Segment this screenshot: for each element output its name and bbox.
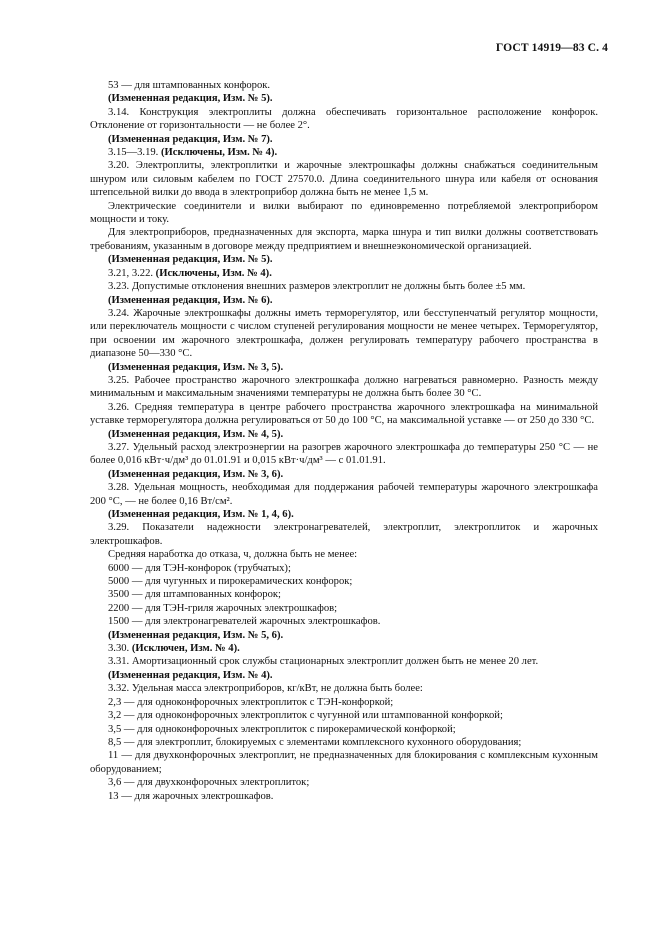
paragraph-text: 3.27. Удельный расход электроэнергии на разогрев жарочного электрошкафа до температуры 250 °С — не более 0,016 кВт·ч/дм³ до 01.01.91 и 0,015 кВт·ч/дм³ — с 01.01.91. (90, 441, 598, 467)
paragraph-text: 3.28. Удельная мощность, необходимая для поддержания рабочей температуры жарочного электрошкафа 200 °С, — не более 0,16 Вт/см². (90, 482, 598, 507)
paragraph-text: 2200 — для ТЭН-гриля жарочных электрошкафов; (108, 602, 338, 614)
revision-note: (Измененная редакция, Изм. № 5, 6). (108, 629, 284, 641)
paragraph-text: 53 — для штампованных конфорок. (108, 80, 271, 91)
paragraph (90, 294, 598, 307)
paragraph (90, 562, 598, 575)
revision-note: (Исключены, Изм. № 4). (160, 147, 278, 159)
paragraph (90, 253, 598, 266)
revision-note: (Исключены, Изм. № 4). (155, 267, 272, 279)
paragraph-text: 3.25. Рабочее пространство жарочного электрошкафа должно нагреваться равномерно. Разность между минимальным и максимальным значениями температуры не должна быть более 30 °С. (90, 374, 598, 400)
revision-note: (Исключен, Изм. № 4). (131, 643, 240, 655)
paragraph (90, 428, 598, 441)
revision-note: (Измененная редакция, Изм. № 4). (108, 669, 273, 681)
paragraph (90, 655, 598, 668)
paragraph-text: 3.20. Электроплиты, электроплитки и жарочные электрошкафы должны снабжаться соединительным шнуром или силовым кабелем по ГОСТ 27570.0. Длина соединительного шнура или кабеля от основания штепсельной вилки до ввода в электроприбор должна быть не менее 1,5 м. (90, 160, 598, 199)
paragraph-text: 3.24. Жарочные электрошкафы должны иметь терморегулятор, или бесступенчатый регулятор мощности, или переключатель мощности с числом ступеней регулирования мощности не менее четырех. Терморегулятор, при освоении им жарочного электрошкафа, должен регулировать температуру рабочего пространства в диапазоне 50—330 °С. (90, 307, 598, 360)
paragraph-text: 11 — для двухконфорочных электроплит, не предназначенных для блокирования с комплексным кухонным оборудованием; (90, 750, 598, 775)
revision-note: (Измененная редакция, Изм. № 6). (108, 294, 273, 306)
paragraph (90, 374, 598, 401)
paragraph-text: 3,5 — для одноконфорочных электроплиток с пирокерамической конфоркой; (108, 723, 456, 735)
page-header: ГОСТ 14919—83 С. 4 (495, 41, 608, 54)
paragraph-text: 3.30. (108, 643, 132, 655)
revision-note: (Измененная редакция, Изм. № 3, 5). (108, 361, 284, 373)
paragraph (90, 133, 598, 146)
paragraph-text: 13 — для жарочных электрошкафов. (108, 790, 274, 802)
paragraph (90, 521, 598, 548)
paragraph (90, 736, 598, 749)
paragraph-text: 1500 — для электронагревателей жарочных электрошкафов. (108, 616, 381, 628)
paragraph (90, 146, 598, 159)
paragraph-text: 3.23. Допустимые отклонения внешних размеров электроплит не должны быть более ±5 мм. (108, 281, 526, 293)
paragraph-text: 3.29. Показатели надежности электронагревателей, электроплит, электроплиток и жарочных электрошкафов. (90, 522, 598, 547)
paragraph (90, 441, 598, 468)
paragraph-text: Средняя наработка до отказа, ч, должна быть не менее: (108, 549, 358, 561)
paragraph (90, 106, 598, 133)
paragraph (90, 92, 598, 105)
paragraph (90, 723, 598, 736)
paragraph (90, 642, 598, 655)
paragraph (90, 226, 598, 253)
paragraph-text: 3.26. Средняя температура в центре рабочего пространства жарочного электрошкафа на минимальной уставке терморегулятора должна регулироваться от 50 до 100 °С, на максимальной уставке — от 250 до 330 °С. (90, 401, 598, 427)
revision-note: (Измененная редакция, Изм. № 4, 5). (108, 428, 284, 440)
paragraph-text: 5000 — для чугунных и пирокерамических конфорок; (108, 576, 353, 588)
paragraph-text: 8,5 — для электроплит, блокируемых с элементами комплексного кухонного оборудования; (108, 736, 522, 748)
paragraph-text: 3,6 — для двухконфорочных электроплиток; (108, 777, 310, 789)
paragraph (90, 361, 598, 374)
paragraph (90, 79, 598, 92)
paragraph (90, 602, 598, 615)
revision-note: (Измененная редакция, Изм. № 1, 4, 6). (108, 509, 294, 520)
document-body (90, 79, 598, 803)
paragraph (90, 709, 598, 722)
paragraph (90, 159, 598, 199)
paragraph (90, 629, 598, 642)
revision-note: (Измененная редакция, Изм. № 5). (108, 93, 273, 105)
paragraph-text: 3.14. Конструкция электроплиты должна обеспечивать горизонтальное расположение конфорок. Отклонение от горизонтальности — не более 2°. (90, 106, 598, 132)
paragraph-text: Электрические соединители и вилки выбирают по единовременно потребляемой электроприбором мощности и току. (90, 200, 598, 226)
paragraph (90, 776, 598, 789)
paragraph (90, 468, 598, 481)
revision-note: (Измененная редакция, Изм. № 7). (108, 133, 273, 145)
paragraph (90, 200, 598, 227)
paragraph (90, 615, 598, 628)
revision-note: (Измененная редакция, Изм. № 3, 6). (108, 468, 284, 480)
revision-note: (Измененная редакция, Изм. № 5). (108, 254, 273, 266)
paragraph (90, 307, 598, 361)
paragraph (90, 401, 598, 428)
paragraph-text: Для электроприборов, предназначенных для экспорта, марка шнура и тип вилки должны соответствовать требованиям, указанным в договоре между предприятием и внешнеэкономической организацией. (90, 227, 598, 252)
paragraph (90, 790, 598, 803)
paragraph-text: 3.15—3.19. (108, 147, 161, 159)
paragraph (90, 749, 598, 776)
paragraph (90, 696, 598, 709)
paragraph-text: 6000 — для ТЭН-конфорок (трубчатых); (108, 562, 291, 574)
paragraph (90, 682, 598, 695)
paragraph (90, 280, 598, 293)
paragraph-text: 3500 — для штампованных конфорок; (108, 589, 281, 601)
paragraph (90, 481, 598, 508)
paragraph-text: 3.21, 3.22. (108, 267, 156, 279)
paragraph (90, 669, 598, 682)
paragraph-text: 2,3 — для одноконфорочных электроплиток с ТЭН-конфоркой; (108, 696, 394, 708)
paragraph-text: 3.31. Амортизационный срок службы стационарных электроплит должен быть не менее 20 лет. (108, 656, 539, 668)
paragraph-text: 3,2 — для одноконфорочных электроплиток с чугунной или штампованной конфоркой; (108, 710, 503, 722)
paragraph (90, 267, 598, 280)
paragraph-text: 3.32. Удельная масса электроприборов, кг/кВт, не должна быть более: (108, 683, 423, 695)
paragraph (90, 575, 598, 588)
paragraph (90, 588, 598, 601)
paragraph (90, 548, 598, 561)
paragraph (90, 508, 598, 521)
